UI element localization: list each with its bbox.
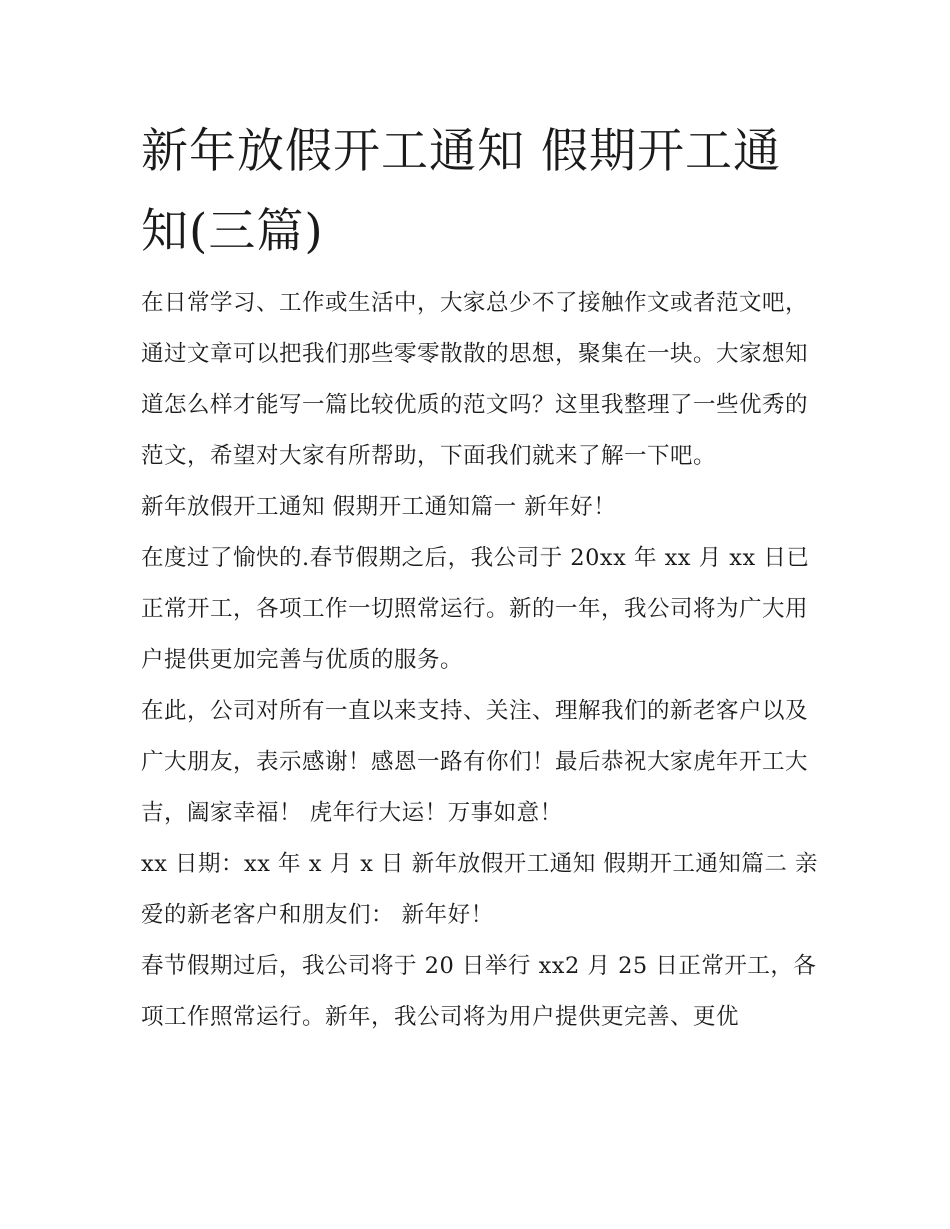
paragraph-intro: 在日常学习、工作或生活中，大家总少不了接触作文或者范文吧，通过文章可以把我们那些零零散散的思想，聚集在一块。大家想知道怎么样才能写一篇比较优质的范文吗？这里我整理了一些优秀的范文，希望对大家有所帮助，下面我们就来了解一下吧。 (141, 290, 809, 469)
paragraph-schedule: 春节假期过后，我公司将于 20 日举行 xx2 月 25 日正常开工，各项工作照常运行。新年，我公司将为用户提供更完善、更优 (141, 953, 817, 1030)
document-title: 新年放假开工通知 假期开工通知(三篇) (141, 124, 781, 259)
document-page (141, 0, 821, 1229)
paragraph-date-and-part-two: xx 日期：xx 年 x 月 x 日 新年放假开工通知 假期开工通知篇二 亲爱的新老客户和朋友们： 新年好！ (141, 851, 819, 928)
paragraph-reopen-notice: 在度过了愉快的.春节假期之后，我公司于 20xx 年 xx 月 xx 日已正常开工，各项工作一切照常运行。新的一年，我公司将为广大用户提供更加完善与优质的服务。 (141, 545, 810, 673)
paragraph-thanks: 在此，公司对所有一直以来支持、关注、理解我们的新老客户以及广大朋友，表示感谢！感恩一路有你们！最后恭祝大家虎年开工大吉，阖家幸福！ 虎年行大运！万事如意！ (141, 698, 809, 826)
document-body (141, 278, 821, 1043)
paragraph-heading-part-one: 新年放假开工通知 假期开工通知篇一 新年好！ (141, 494, 617, 520)
